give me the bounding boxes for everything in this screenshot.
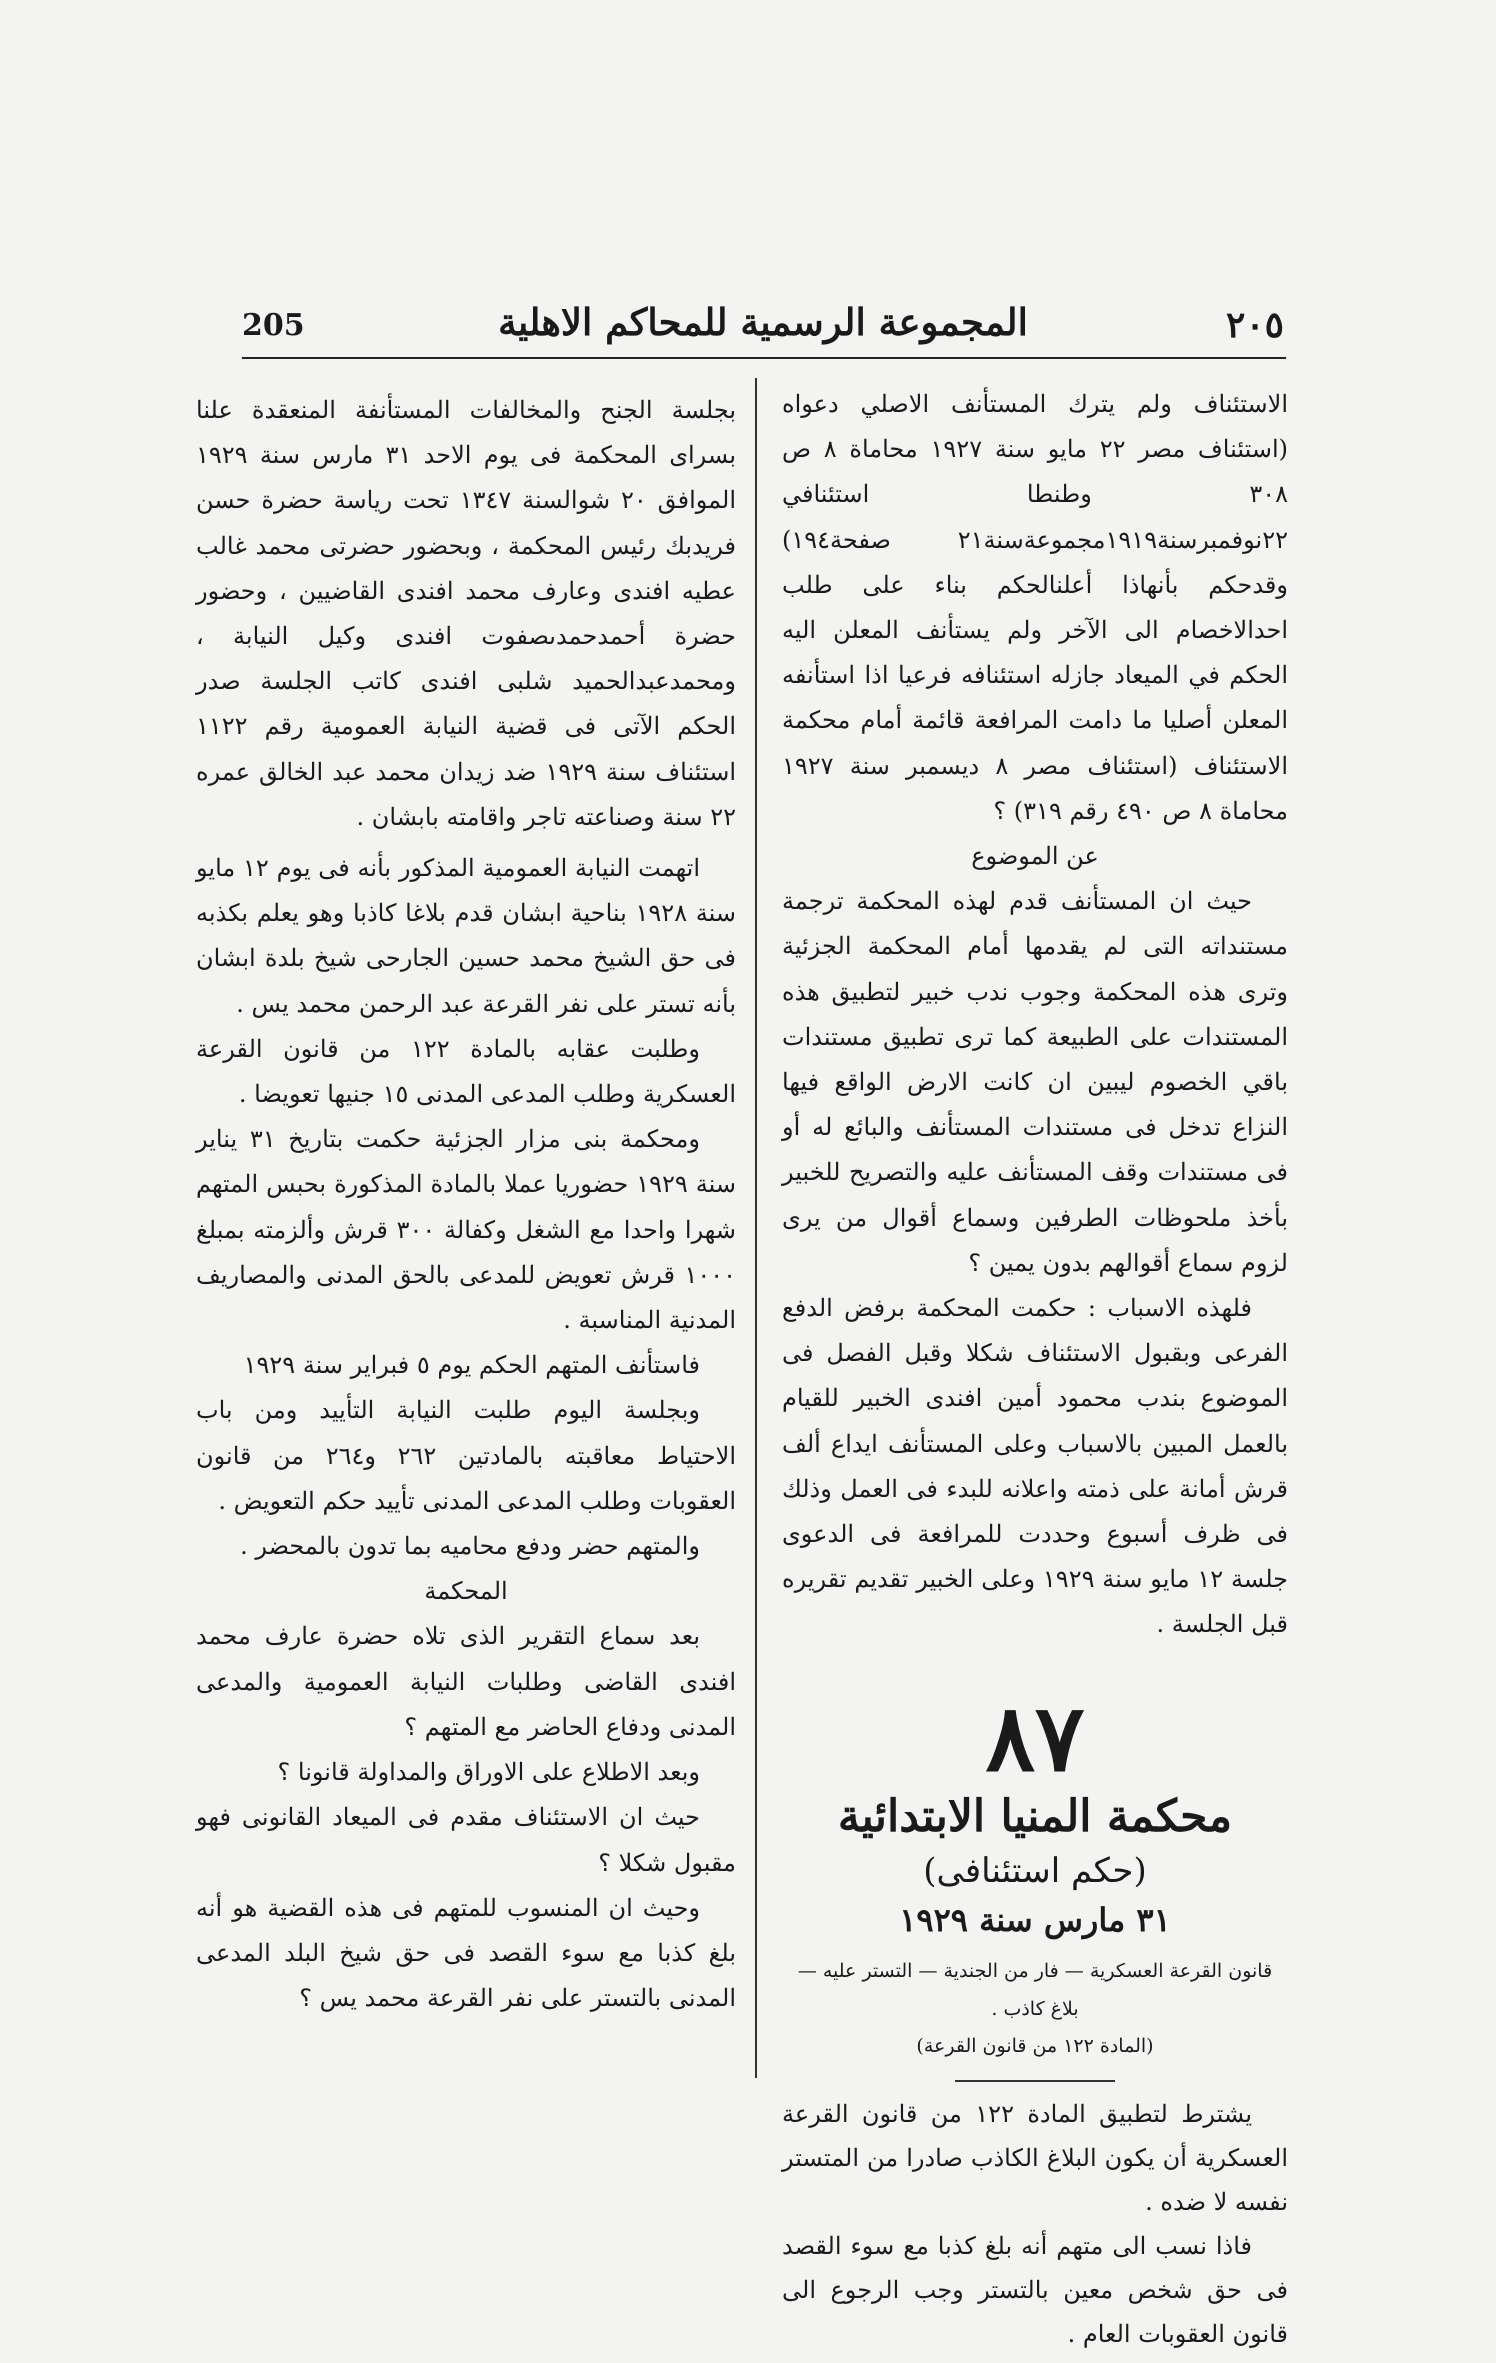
court-name: محكمة المنيا الابتدائية: [837, 1790, 1233, 1842]
paragraph: وطلبت عقابه بالمادة ١٢٢ من قانون القرعة العسكرية وطلب المدعى المدنى ١٥ جنيها تعويضا .: [196, 1034, 736, 1109]
paragraph: فلهذه الاسباب : حكمت المحكمة برفض الدفع الفرعى وبقبول الاستئناف شكلا وقبل الفصل فى الموضوع بندب محمود أمين افندى الخبير للقيام بالعمل المبين بالاسباب وعلى المستأنف ايداع ألف قرش أمانة على ذمته واعلانه للبدء فى العمل وذلك فى ظرف أسبوع وحددت للمرافعة فى الدعوى جلسة ١٢ مايو سنة ١٩٢٩ وعلى الخبير تقديم تقريره قبل الجلسة .: [782, 1294, 1289, 1639]
right-column: [782, 382, 1288, 2356]
paragraph: الاستئناف ولم يترك المستأنف الاصلي دعواه (استئناف مصر ٢٢ مايو سنة ١٩٢٧ محاماة ٨ ص ٣٠٨ وطنطا استئنافي ٢٢نوفمبرسنة١٩١٩مجموعةسنة٢١ صفحة١٩٤) وقدحكم بأنهاذا أعلنالحكم بناء على طلب احدالاخصام الى الآخر ولم يستأنف المعلن اليه الحكم في الميعاد جازله استئنافه فرعيا اذا استأنفه المعلن أصليا ما دامت المرافعة قائمة أمام محكمة الاستئناف (استئناف مصر ٨ ديسمبر سنة ١٩٢٧ محاماة ٨ ص ٤٩٠ رقم ٣١٩) ؟: [782, 390, 1288, 825]
summary-paragraph: يشترط لتطبيق المادة ١٢٢ من قانون القرعة العسكرية أن يكون البلاغ الكاذب صادرا من المتستر نفسه لا ضده .: [782, 2099, 1288, 2216]
left-column: [196, 388, 736, 2021]
header-rule: [242, 357, 1286, 359]
paragraph: والمتهم حضر ودفع محاميه بما تدون بالمحضر .: [240, 1532, 700, 1561]
judgment-date: ٣١ مارس سنة ١٩٢٩: [899, 1900, 1171, 1939]
paragraph: حيث ان الاستئناف مقدم فى الميعاد القانونى فهو مقبول شكلا ؟: [196, 1803, 736, 1877]
page-number-arabic: ٢٠٥: [1225, 304, 1284, 346]
case-heading: [782, 1683, 1288, 2064]
paragraph: ومحكمة بنى مزار الجزئية حكمت بتاريخ ٣١ يناير سنة ١٩٢٩ حضوريا عملا بالمادة المذكورة بحبس المتهم شهرا واحدا مع الشغل وكفالة ٣٠٠ قرش وألزمته بمبلغ ١٠٠٠ قرش تعويض للمدعى بالحق المدنى والمصاريف المدنية المناسبة .: [196, 1125, 736, 1335]
case-keywords: قانون القرعة العسكرية — فار من الجندية — التستر عليه — بلاغ كاذب .: [797, 1959, 1273, 2020]
paragraph: فاستأنف المتهم الحكم يوم ٥ فبراير سنة ١٩٢٩: [243, 1351, 700, 1380]
section-heading: عن الموضوع: [971, 842, 1099, 871]
summary-paragraph: فاذا نسب الى متهم أنه بلغ كذبا مع سوء القصد فى حق شخص معين بالتستر وجب الرجوع الى قانون العقوبات العام .: [782, 2231, 1288, 2348]
section-heading: المحكمة: [424, 1577, 508, 1606]
case-number: ٨٧: [985, 1683, 1085, 1792]
paragraph: وبجلسة اليوم طلبت النيابة التأييد ومن باب الاحتياط معاقبته بالمادتين ٢٦٢ و٢٦٤ من قانون العقوبات وطلب المدعى المدنى تأييد حكم التعويض .: [196, 1396, 737, 1515]
paragraph: اتهمت النيابة العمومية المذكور بأنه فى يوم ١٢ مايو سنة ١٩٢٨ بناحية ابشان قدم بلاغا كاذبا وهو يعلم بكذبه فى حق الشيخ محمد حسين الجارحى شيخ بلدة ابشان بأنه تستر على نفر القرعة عبد الرحمن محمد يس .: [196, 854, 736, 1018]
paragraph: وبعد الاطلاع على الاوراق والمداولة قانونا ؟: [277, 1758, 700, 1787]
paragraph: حيث ان المستأنف قدم لهذه المحكمة ترجمة مستنداته التى لم يقدمها أمام المحكمة الجزئية وترى هذه المحكمة وجوب ندب خبير لتطبيق هذه المستندات على الطبيعة كما ترى تطبيق مستندات باقي الخصوم ليبين ان كانت الارض الواقع فيها النزاع تدخل فى مستندات المستأنف والبائع له أو فى مستندات وقف المستأنف عليه والتصريح للخبير بأخذ ملحوظات الطرفين وسماع أقوال من يرى لزوم سماع أقوالهم بدون يمين ؟: [782, 887, 1288, 1277]
journal-title: المجموعة الرسمية للمحاكم الاهلية: [498, 300, 1028, 344]
page-header: [242, 300, 1284, 360]
column-divider: [755, 378, 757, 2078]
paragraph: بجلسة الجنح والمخالفات المستأنفة المنعقدة علنا بسراى المحكمة فى يوم الاحد ٣١ مارس سنة ١٩٢٩ الموافق ٢٠ شوالسنة ١٣٤٧ تحت رياسة حضرة حسن فريدبك رئيس المحكمة ، وبحضور حضرتى محمد غالب عطيه افندى وعارف محمد افندى القاضيين ، وحضور حضرة أحمدحمدىصفوت افندى وكيل النيابة ، ومحمدعبدالحميد شلبى افندى كاتب الجلسة صدر الحكم الآتى فى قضية النيابة العمومية رقم ١١٢٢ استئناف سنة ١٩٢٩ ضد زيدان محمد عبد الخالق عمره ٢٢ سنة وصناعته تاجر واقامته بابشان .: [196, 396, 737, 831]
paragraph: وحيث ان المنسوب للمتهم فى هذه القضية هو أنه بلغ كذبا مع سوء القصد فى حق شيخ البلد المدعى المدنى بالتستر على نفر القرعة محمد يس ؟: [196, 1893, 736, 2013]
judgment-type: (حكم استئنافى): [923, 1850, 1147, 1891]
summary-divider: [955, 2080, 1115, 2082]
page-number-latin: 205: [242, 308, 305, 343]
case-article: (المادة ١٢٢ من قانون القرعة): [916, 2034, 1154, 2057]
paragraph: بعد سماع التقرير الذى تلاه حضرة عارف محمد افندى القاضى وطلبات النيابة العمومية والمدعى المدنى ودفاع الحاضر مع المتهم ؟: [196, 1622, 736, 1741]
